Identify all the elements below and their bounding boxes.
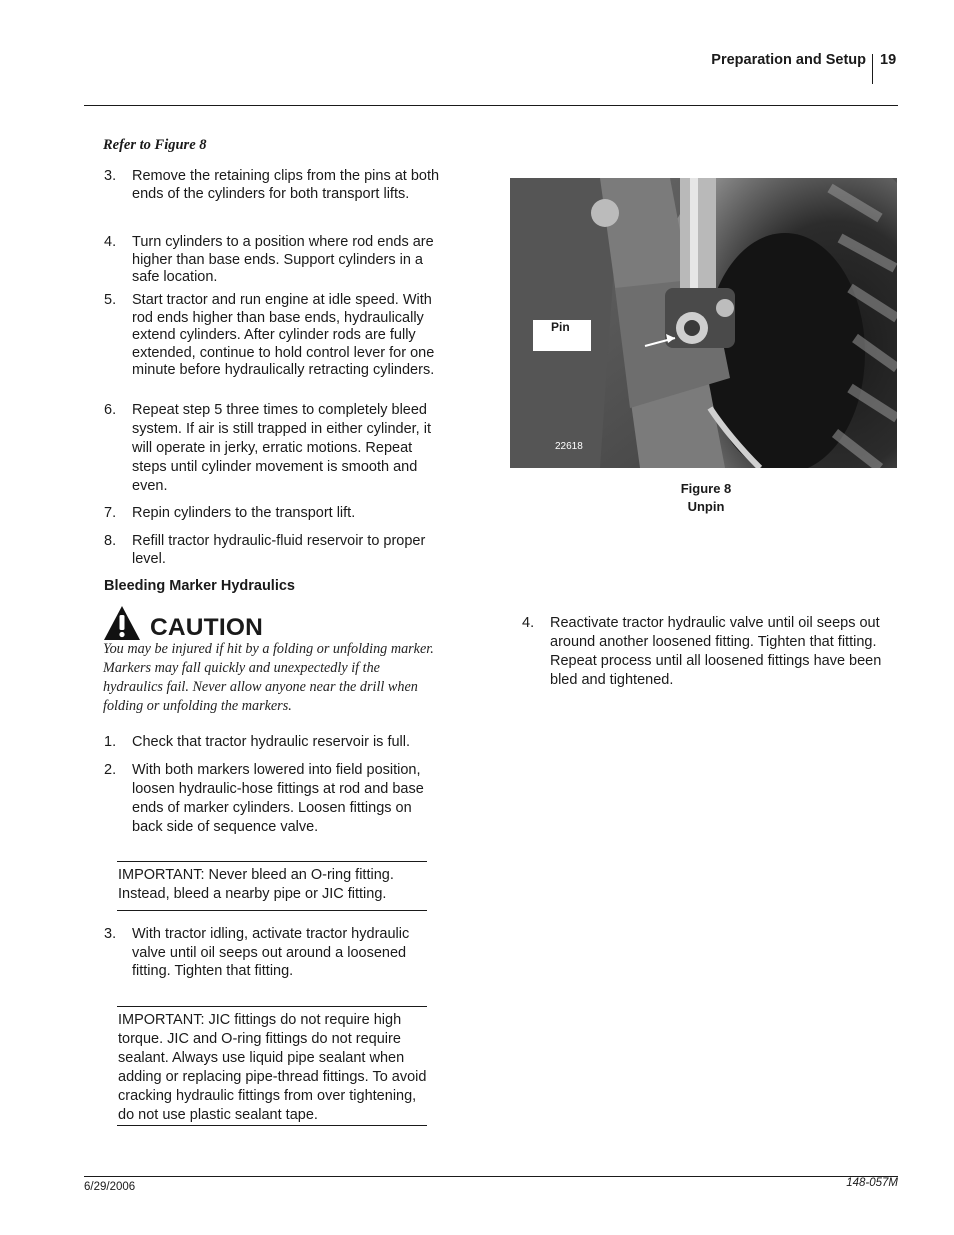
running-header: Preparation and Setup	[711, 52, 866, 68]
figure-image-number: 22618	[555, 441, 583, 452]
caution-title: CAUTION	[150, 614, 264, 641]
list-item-text: Repeat step 5 three times to completely bleed system. If air is still trapped in either cylinder, it will operate in jerky, erratic motions. Repeat steps until cylinder movement is smooth and even.	[132, 402, 431, 494]
list-item-text: Check that tractor hydraulic reservoir is full.	[132, 734, 411, 750]
header-rule	[84, 105, 898, 106]
figure-caption	[656, 480, 756, 516]
warning-triangle-icon	[103, 605, 141, 641]
list-item-text: Reactivate tractor hydraulic valve until oil seeps out around another loosened fitting. Tighten that fitting. Repeat process until all loosened fittings have been bled and tightened.	[550, 615, 882, 688]
figure-reference: Refer to Figure 8	[103, 137, 207, 153]
footer-date: 6/29/2006	[84, 1181, 136, 1193]
page-number: 19	[880, 52, 897, 68]
list-item-text: Refill tractor hydraulic-fluid reservoir to proper level.	[132, 533, 426, 567]
caution-text: You may be injured if hit by a folding or unfolding marker. Markers may fall quickly and unexpectedly if the hydraulics fail. Never allow anyone near the drill when folding or unfolding the markers.	[103, 641, 434, 714]
important-note: IMPORTANT: JIC fittings do not require high torque. JIC and O-ring fittings do not require sealant. Always use liquid pipe sealant when adding or replacing pipe-thread fittings. To avoid cracking hydraulic fittings from over tightening, do not use plastic sealant tape.	[117, 1006, 427, 1126]
figure-caption-number: Figure 8	[680, 481, 732, 496]
section-heading: Bleeding Marker Hydraulics	[104, 578, 295, 594]
header-divider	[872, 54, 873, 84]
list-item-text: With both markers lowered into field position, loosen hydraulic-hose fittings at rod and base ends of marker cylinders. Loosen fittings on back side of sequence valve.	[132, 762, 424, 835]
important-note: IMPORTANT: Never bleed an O-ring fitting. Instead, bleed a nearby pipe or JIC fitting.	[117, 861, 427, 911]
footer-document-number: 148-057M	[846, 1177, 898, 1189]
list-item-text: Remove the retaining clips from the pins at both ends of the cylinders for both transport lifts.	[132, 168, 440, 202]
list-item-text: Start tractor and run engine at idle speed. With rod ends higher than base ends, hydraulically extend cylinders. After cylinder rods are fully extended, continue to hold control lever for one minute before hydraulically retracting cylinders.	[132, 292, 435, 378]
list-item-text: Repin cylinders to the transport lift.	[132, 505, 356, 521]
list-item-text: With tractor idling, activate tractor hydraulic valve until oil seeps out around a loosened fitting. Tighten that fitting.	[132, 926, 410, 979]
list-item-text: Turn cylinders to a position where rod ends are higher than base ends. Support cylinders in a safe location.	[132, 234, 434, 285]
figure-callout: Pin	[533, 320, 591, 351]
footer-rule	[84, 1176, 898, 1177]
figure-caption-title: Unpin	[687, 499, 725, 514]
